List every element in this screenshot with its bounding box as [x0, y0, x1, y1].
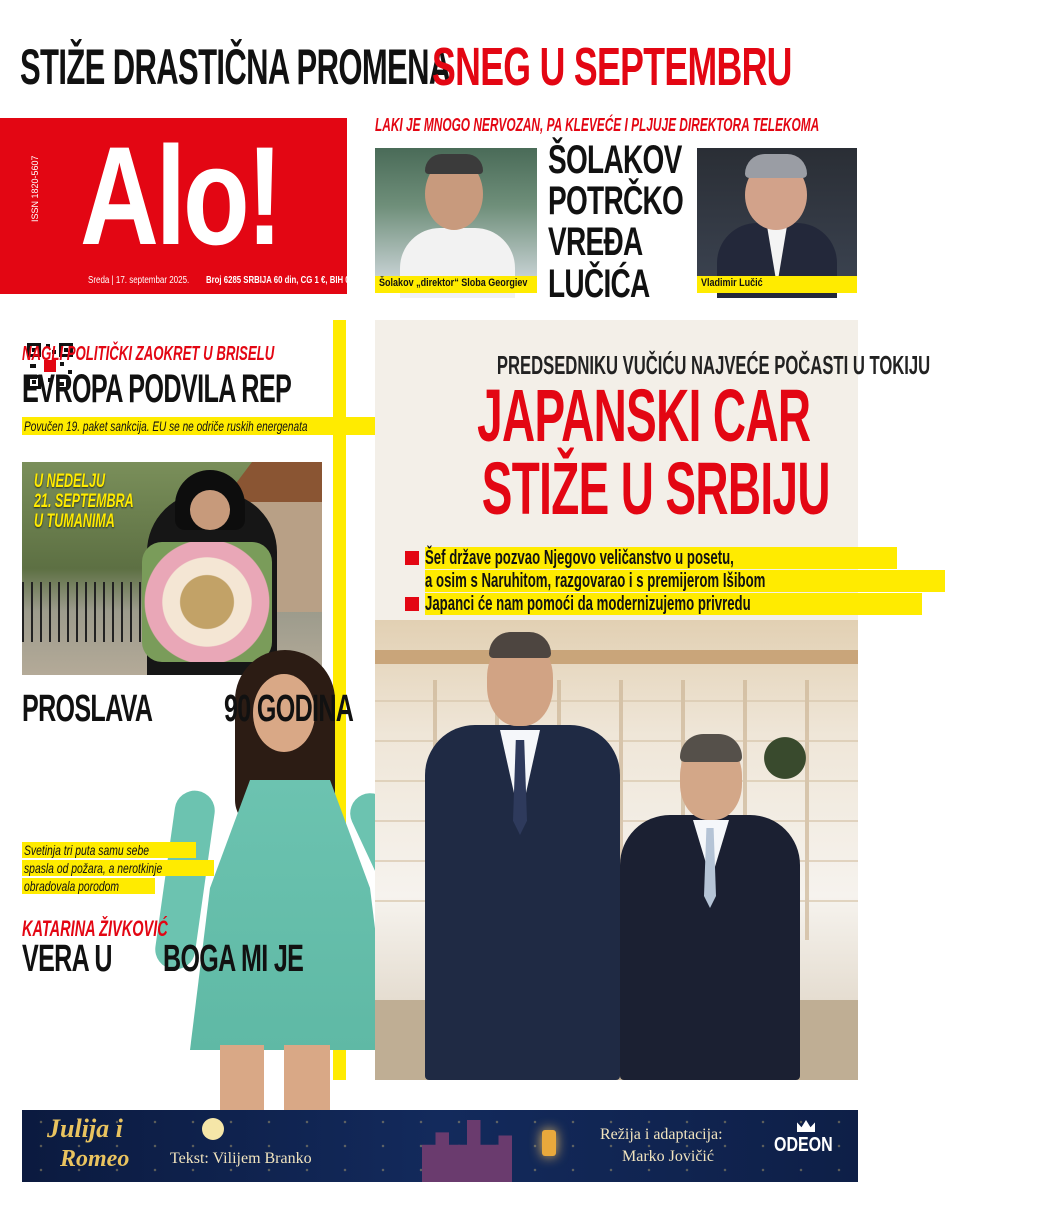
- masthead: [0, 117, 375, 294]
- bullet-item-continued: a osim s Naruhitom, razgovarao i s premijerom Išibom: [405, 570, 845, 592]
- story-kicker: NAGLI POLITIČKI ZAOKRET U BRISELU: [22, 343, 275, 365]
- story-deck: Svetinja tri puta samu sebe spasla od požara, a nerotkinje obradovala porodom: [22, 842, 192, 896]
- moon-icon: [202, 1118, 224, 1140]
- photo-overlay-text: U NEDELJU 21. SEPTEMBRA U TUMANIMA: [34, 471, 134, 532]
- photo-caption: Vladimir Lučić: [697, 276, 857, 293]
- main-story-headline: JAPANSKI CAR STIŽE U SRBIJU: [477, 374, 830, 530]
- bullet-square-icon: [405, 551, 419, 565]
- isbn-number: ISSN 1820-5607: [30, 155, 40, 222]
- photo-sloba-georgiev: [375, 148, 537, 293]
- main-story-kicker: PREDSEDNIKU VUČIĆU NAJVEĆE POČASTI U TOKIJU: [496, 350, 931, 380]
- story-headline: PROSLAVA 90 GODINA: [22, 688, 354, 730]
- story-kicker: LAKI JE MNOGO NERVOZAN, PA KLEVEĆE I PLJUJE DIREKTORA TELEKOMA: [375, 115, 820, 135]
- issue-date: Sreda | 17. septembar 2025.: [88, 275, 190, 286]
- ad-title-line2: Romeo: [60, 1146, 130, 1172]
- photo-vucic-naruhito: [375, 620, 858, 1080]
- ad-director: Marko Jovičić: [622, 1148, 714, 1165]
- ad-title-line1: Julija i: [47, 1114, 123, 1143]
- ad-author: Tekst: Vilijem Branko: [170, 1150, 312, 1167]
- photo-monk-icon-procession[interactable]: [22, 462, 322, 675]
- alo-logo[interactable]: Alo!: [80, 117, 280, 274]
- issue-number: Broj 6285 SRBIJA 60 din, CG 1 €, BIH 0,50 KM: [206, 275, 375, 286]
- photo-vladimir-lucic: [697, 148, 857, 293]
- top-banner-highlight: SNEG U SEPTEMBRU: [432, 37, 792, 97]
- main-story-bullets: [405, 547, 845, 616]
- main-story[interactable]: [375, 320, 931, 1080]
- ad-direction-label: Režija i adaptacija:: [600, 1126, 723, 1143]
- bullet-square-icon: [405, 597, 419, 611]
- odeon-logo[interactable]: ODEON: [774, 1134, 833, 1156]
- story-headline: EVROPA PODVILA REP: [22, 367, 292, 411]
- theatre-ad-banner[interactable]: [22, 1110, 858, 1182]
- story-headline: VERA U BOGA MI JE: [22, 938, 303, 980]
- bullet-item: Japanci će nam pomoći da modernizujemo privredu: [405, 593, 845, 615]
- story-headline: ŠOLAKOV POTRČKO VREĐA LUČIĆA: [548, 138, 684, 306]
- top-banner[interactable]: [20, 30, 880, 100]
- lantern-icon: [542, 1130, 556, 1156]
- bullet-item: Šef države pozvao Njegovo veličanstvo u posetu,: [405, 547, 845, 569]
- top-banner-text: STIŽE DRASTIČNA PROMENA: [20, 39, 451, 95]
- story-deck: Povučen 19. paket sankcija. EU se ne odriče ruskih energenata: [22, 417, 422, 435]
- photo-caption: Šolakov „direktor“ Sloba Georgiev: [375, 276, 537, 293]
- icon-wreath-image: [142, 542, 272, 662]
- story-kicker: KATARINA ŽIVKOVIĆ: [22, 916, 168, 941]
